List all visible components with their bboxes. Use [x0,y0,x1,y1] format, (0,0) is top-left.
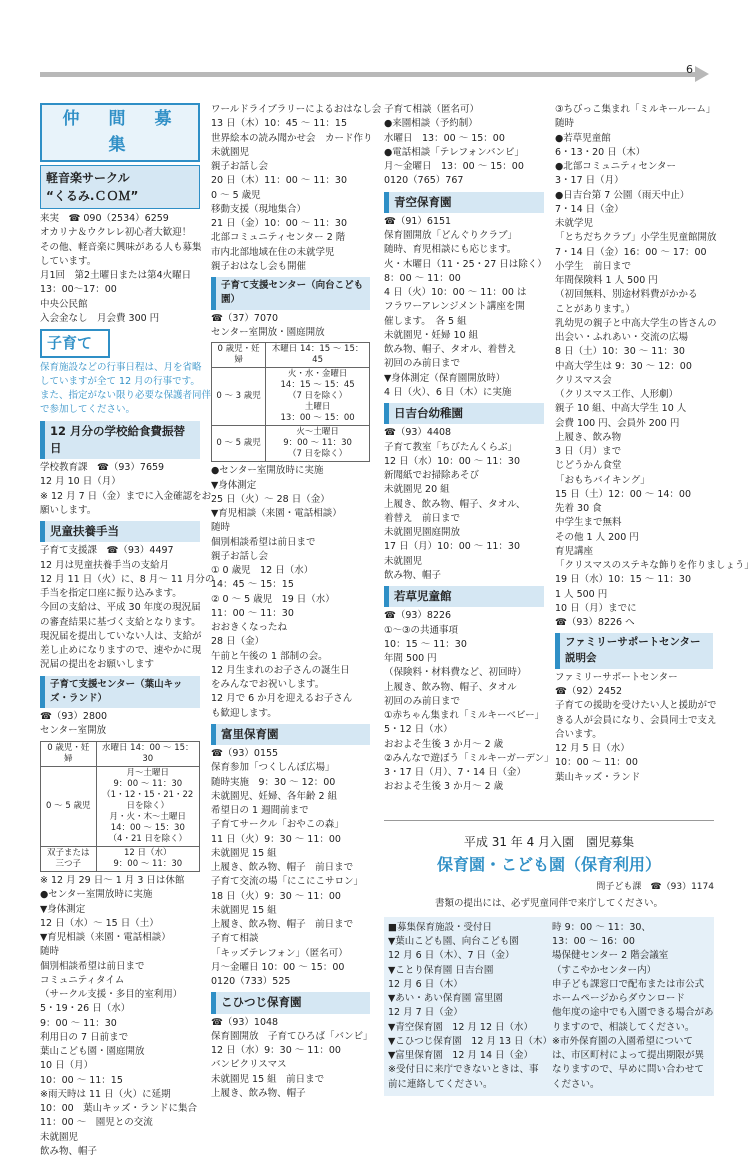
text-line: おおきくなったね [211,622,288,634]
text-line: 飲み物、帽子 [384,569,442,581]
text-line: 0120（733）525 [211,976,291,988]
text-line: 入会金なし 月会費 300 円 [40,312,160,324]
text-line: 子育て相談（匿名可） [384,104,480,115]
text-line: 上履き、飲み物、帽子、タオル、 [384,498,526,510]
text-line: ▼身体測定 [211,479,257,491]
text-line: ▼富里保育園 12 月 14 日（金） [388,1050,534,1061]
text-line: 小学生 前日まで [555,260,632,272]
text-line: 7・14 日（金）16：00 ～ 17：00 [555,246,707,258]
enrollment-section [384,833,714,1163]
text-line: は、市区町村によって提出期限が異 [552,1050,705,1061]
text-line: 未就園児 [40,1131,79,1143]
text-line: 出会い・ふれあい・交流の広場 [555,332,689,343]
text-line: 移動支援（現地集合） [211,203,307,215]
tomi-lines [211,747,370,989]
text-line: 随時 [40,946,60,958]
text-line: 学校教育課 ☎（93）7659 [40,462,165,473]
text-line: 8：00 ～ 11：00 [384,272,461,284]
text-line: 上履き、飲み物、帽子、タオル [384,681,517,693]
text-line: 11：00 ～ 11：30 [211,607,294,619]
text-line: 場保健センター 2 階会議室 [552,950,669,962]
column-3 [384,103,554,823]
text-line: 葉山キッズ・ランド [555,771,641,783]
text-line: センター室開放・園庭開放 [211,326,325,338]
text-line: （保険料・材料費など、初回時） [384,667,527,679]
text-line: 合います。 [555,728,602,740]
text-line: 9：00 ～ 11：30 [40,1017,117,1029]
text-line: 19 日（水）10：15 ～ 11：30 [555,574,692,586]
column-4 [555,103,754,823]
text-line: 飲み物、帽子、タオル、着替え [384,344,517,355]
text-line: 現況届を提出していない人は、支給が [40,630,202,642]
text-line: 保育園開放「どんぐりクラブ」 [384,230,518,241]
text-line: 市内北部地域在住の未就学児 [211,246,335,258]
wakakusa-lines [384,609,554,794]
text-line: オカリナ＆ウクレレ初心者大歓迎！ [40,227,192,239]
text-line: 13 日（木）10：45 ～ 11：15 [211,118,348,130]
text-line: 先着 30 食 [555,503,602,514]
text-line: ☎（92）2452 [555,686,623,697]
text-line: 願いします。 [40,504,97,516]
text-line: 未就園児 15 組 [211,847,277,859]
text-line: 5・12 日（水） [384,724,453,736]
jido-lines [40,544,215,672]
text-line: 8 日（土）10：30 ～ 11：30 [555,346,685,358]
text-line: ●日吉台第 7 公園（雨天中止） [555,189,690,201]
circle-title: 軽音楽サークル “くるみ.ＣＯＭ” [40,165,200,209]
enrollment-details [384,917,714,1096]
column-1 [40,103,215,1163]
text-line: バンビクリスマス [211,1059,287,1071]
text-line: 子育て交流の場「にこにこサロン」 [211,876,364,888]
text-line: 今回の支給は、平成 30 年度の現況届 [40,602,201,614]
text-line: ことがあります。） [555,303,635,315]
text-line: 3 日（月）まで [555,446,622,457]
table-cell: 0 ～ 5 歳児 [212,426,266,462]
text-line: ください。 [552,1078,600,1090]
text-line: 保育施設などの行事日程は、月を省略 [40,361,202,373]
text-line: ●センター室開放時に実施 [211,465,324,477]
text-line: 未就園児、妊婦、各年齢 2 組 [211,790,338,802]
text-line: 初回のみ前日まで [384,358,461,370]
text-line: 況届の提出をお願いします [40,659,155,671]
library-lines [211,103,382,274]
text-line: 中学生まで無料 [555,517,622,529]
text-line: ② 0 ～ 5 歳児 19 日（水） [211,593,335,605]
text-line: 子育ての援助を受けたい人と援助がで [555,700,717,712]
text-line: （初回無料、別途材料費がかかる [555,289,698,301]
text-line: 火・木曜日（11・25・27 日は除く） [384,258,547,270]
text-line: ●若草児童館 [555,132,611,144]
text-line: 月～金曜日 13：00 ～ 15：00 [384,161,524,172]
text-line: 17 日（月）10：00 ～ 11：30 [384,541,521,553]
text-line: 乳幼児の親子と中高大学生の皆さんの [555,317,717,329]
text-line: 18 日（火）9：30 ～ 11：00 [211,890,341,902]
mukai-lines [211,312,370,341]
table-cell: 水曜日 14：00 ～ 15：30 [96,741,199,766]
text-line: 4 日（火）10：00 ～ 11：00 は [384,287,527,298]
text-line: 親子 10 組、中高大学生 10 人 [555,403,687,415]
text-line: 7・14 日（金） [555,203,624,215]
text-line: 12 月で 6 か月を迎えるお子さん [211,693,353,705]
text-line: ②みんなで遊ぼう「ミルキーガーデン」 [384,752,554,764]
table-cell: 0 ～ 3 歳児 [212,368,266,426]
text-line: 未就学児 [555,218,594,229]
text-line: 月～金曜日 10：00 ～ 15：00 [211,961,345,973]
text-line: 14：45 ～ 15：15 [211,579,294,591]
text-line: 10：15 ～ 11：30 [384,638,467,650]
text-line: 中高大学生は 9：30 ～ 12：00 [555,360,692,372]
text-line: ワールドライブラリーによるおはなし会 [211,104,382,115]
text-line: ●北部コミュニティセンター [555,161,676,172]
text-line: 飲み物、帽子 [40,1145,98,1157]
text-line: 3・17 日（月）、7・14 日（金） [384,767,527,778]
text-line: 葉山こども園・園庭開放 [40,1046,145,1058]
text-line: （すこやかセンター内） [552,964,657,976]
text-line: ※市外保育園の入園希望について [552,1035,693,1047]
text-line: ③ちびっこ集まれ「ミルキールーム」 [555,104,716,115]
text-line: 28 日（金） [211,636,265,648]
text-line: 育児講座 [555,545,594,557]
text-line: 上履き、飲み物、帽子 [211,1087,306,1099]
text-line: 随時 [555,118,575,130]
table-row [212,343,370,368]
text-line: フラワーアレンジメント講座を開 [384,301,525,313]
text-line: ▼育児相談（来園・電話相談） [211,508,342,520]
text-line: 親子お話し会 [211,161,269,172]
text-line: ▼葉山こども園、向台こども園 [388,936,519,947]
text-line: 利用日の 7 日前まで [40,1031,129,1043]
text-line: 申子ども課窓口で配布または市公式 [552,978,705,990]
kohitsuji-title: こひつじ保育園 [211,992,370,1013]
text-line: ☎（93）2800 [40,711,108,722]
text-line: 午前と午後の 1 部制の会。 [211,650,328,662]
text-line: 親子おはなし会も開催 [211,260,307,272]
bambi-lines [384,103,544,189]
jido-title: 児童扶養手当 [40,521,200,542]
text-line: コミュニティタイム [40,974,125,986]
text-line: 4 日（火）、6 日（木）に実施 [384,386,512,398]
text-line: 未就園児 15 組 前日まで [211,1073,325,1085]
text-line: ファミリーサポートセンター [555,671,678,683]
text-line: 月1回 第2土曜日または第4火曜日 [40,270,192,281]
text-line: 10：00 ～ 11：15 [40,1074,123,1086]
text-line: 保育園開放 子育てひろば「バンビ」 [211,1030,373,1042]
text-line: 6・13・20 日（木） [555,146,646,158]
text-line: 初回のみ前日まで [384,695,461,707]
text-line: 12 日（水）～ 15 日（土） [40,917,159,929]
kyushoku-lines [40,461,212,518]
hayama-lines [40,710,200,739]
text-line: 12 月 10 日（月） [40,476,121,488]
text-line: 12 月 5 日（水） [555,743,630,754]
text-line: の審査結果に基づく支給となります。 [40,616,201,628]
text-line: で参加してください。 [40,404,136,416]
text-line: 12 月 7 日（金） [388,1007,463,1019]
text-line: 15 日（土）12：00 ～ 14：00 [555,488,692,500]
text-line: 未就園児・妊婦 10 組 [384,329,479,341]
text-line: 随時 [211,522,231,534]
text-line: 「おもちバイキング」 [555,474,650,486]
text-line: 「とちだちクラブ」小学生児童館開放 [555,232,717,244]
table-cell: 双子または三つ子 [41,846,97,871]
text-line: ☎（91）6151 [384,215,452,227]
text-line: ▼こひつじ保育園 12 月 13 日（木） [388,1035,553,1047]
text-line: 21 日（金）10：00 ～ 11：30 [211,218,348,229]
text-line: 随時実施 9：30 ～ 12：00 [211,776,336,788]
text-line: 12 月 6 日（木）、7 日（金） [388,950,515,962]
text-line: ☎（93）0155 [211,748,279,760]
text-line: 中央公民館 [40,298,88,310]
text-line: 13：00～17：00 [40,284,117,296]
text-line: 差し止めになりますので、速やかに現 [40,645,202,656]
text-line: ① 0 歳児 12 日（水） [211,565,314,577]
text-line: その他 1 人 200 円 [555,531,639,543]
table-row [212,368,370,426]
hayama-title: 子育て支援センター（葉山キッズ・ランド） [40,676,200,709]
hiyoshidai-title: 日吉台幼稚園 [384,403,544,424]
text-line: クリスマス会 [555,374,612,386]
text-line: おおよそ生後 3 か月～ 2 歳 [384,781,504,793]
text-line: 「クリスマスのステキな飾りを作りましょう」 [555,560,754,571]
text-line: ▼身体測定（保育園開放時） [384,372,506,384]
text-line: 12 日（水）10：00 ～ 11：30 [384,455,521,467]
text-line: ①赤ちゃん集まれ「ミルキーベビー」 [384,710,545,721]
text-line: 他年度の途中でも入園できる場合があ [552,1007,714,1019]
text-line: 10：00 葉山キッズ・ランドに集合 [40,1103,197,1115]
header-arrow [40,72,695,77]
enrollment-note: 書類の提出には、必ず児童同伴で来庁してください。 [434,897,663,909]
text-line: 手当を指定口座に振り込みます。 [40,588,182,599]
text-line: 会費 100 円、会員外 200 円 [555,417,680,429]
kosodate-note [40,361,212,418]
text-line: ※ 12 月 7 日（金）までに入金確認をお [40,490,212,502]
table-cell: 火・水・金曜日 14：15 ～ 15：45 （7 日を除く） 土曜日 13：00 ～ 15：00 [266,368,370,426]
page-number: 6 [686,63,693,76]
circle-contact: 来実 ☎ 090（2534）6259 [40,213,169,224]
hiyoshidai-lines [384,426,544,583]
text-line: 11：00 ～ 園児との交流 [40,1117,153,1129]
text-line: ■募集保育施設・受付日 [388,921,492,933]
text-line: 未就園児 [211,146,250,158]
text-line: 20 日（木）11：00 ～ 11：30 [211,175,348,187]
text-line: 上履き、飲み物、帽子 前日まで [211,862,354,874]
text-line: りますので、相談してください。 [552,1021,695,1033]
text-line: 着替え 前日まで [384,512,461,524]
kyushoku-title: 12 月分の学校給食費振替日 [40,421,200,460]
column-2 [211,103,382,1163]
text-line: 10 日（月）までに [555,602,637,614]
table-cell: 0 歳児・妊婦 [41,741,97,766]
text-line: 時 9：00 ～ 11：30、 [552,921,651,933]
mukai-tail [211,464,370,721]
text-line: ☎（93）8226 [384,610,452,622]
kosodate-title: 子育て [40,329,110,358]
text-line: 13：00 ～ 16：00 [552,936,635,947]
text-line: 年間 500 円 [384,653,437,664]
table-row [41,766,200,846]
text-line: また、指定がない限り必要な保護者同伴 [40,390,212,401]
text-line: ●来園相談（予約制） [384,118,478,130]
text-line: 未就園児 20 組 [384,484,450,496]
section-divider [384,820,714,821]
text-line: 5・19・26 日（水） [40,1003,131,1015]
text-line: ●電話相談「テレフォンバンビ」 [384,146,524,158]
text-line: 3・17 日（月） [555,175,624,187]
text-line: （クリスマス工作、人形劇） [555,389,679,400]
circle-lines [40,226,200,326]
mukai-title: 子育て支援センター（向台こども園） [211,277,370,310]
text-line: をみんなでお祝いします。 [211,679,325,691]
text-line: ▼青空保育園 12 月 12 日（水） [388,1021,534,1033]
text-line: 未就園児 15 組 [211,904,277,916]
text-line: （サークル支援・多目的室利用） [40,989,183,1001]
text-line: 年間保険料 1 人 500 円 [555,275,658,286]
text-line: 1 人 500 円 [555,588,608,600]
text-line: じどうかん食堂 [555,460,622,472]
text-line: 12 月生まれのお子さんの誕生日 [211,664,350,676]
aozora-lines [384,215,547,400]
text-line: ☎（37）7070 [211,312,279,324]
text-line: も歓迎します。 [211,707,277,719]
table-cell: 月～土曜日 9：00 ～ 11：30 （1・12・15・21・22 日を除く） 月・火・木～土曜日 14：00 ～ 15：30 （4・21 日を除く） [96,766,199,846]
table-cell: 0 歳児・妊婦 [212,343,266,368]
hayama-tail [40,874,200,1159]
family-lines [555,671,717,785]
text-line: なりますので、早めに問い合わせて [552,1064,704,1076]
text-line: 個別相談希望は前日まで [40,960,145,972]
text-line: 11 日（火）9：30 ～ 11：00 [211,833,341,845]
table-cell: 火～土曜日 9：00 ～ 11：30 （7 日を除く） [266,426,370,462]
text-line: 保育参加「つくしんぼ広場」 [211,762,335,774]
text-line: ▼身体測定 [40,903,86,915]
text-line: センター室開放 [40,725,107,737]
text-line: 新聞紙でお掃除あそび [384,470,480,481]
table-row [41,741,200,766]
table-cell: 木曜日 14：15 ～ 15：45 [266,343,370,368]
aozora-title: 青空保育園 [384,192,544,213]
text-line: ☎（93）1048 [211,1016,279,1028]
text-line: 催します。 各 5 組 [384,315,467,327]
text-line: ※受付日に来庁できないときは、事 [388,1064,539,1076]
text-line: ☎（93）8226 へ [555,617,635,628]
text-line: 子育て教室「ちびたんくらぶ」 [384,441,518,453]
enrollment-schedule [388,921,552,1092]
tomi-title: 富里保育園 [211,724,370,745]
jidokan-lines [555,103,754,630]
table-row [212,426,370,462]
text-line: 12 日（水）9：30 ～ 11：00 [211,1045,341,1057]
text-line: おおよそ生後 3 か月～ 2 歳 [384,738,504,750]
family-title: ファミリーサポートセンター 説明会 [555,633,713,669]
text-line: 0120（765）767 [384,175,464,187]
enrollment-contact: 問子ども課 ☎（93）1174 [596,882,714,892]
text-line: 未就園児園庭開放 [384,527,461,538]
text-line: ▼あい・あい保育園 富里園 [388,993,503,1004]
text-line: ※ 12 月 29 日～ 1 月 3 日は休館 [40,875,185,887]
text-line: ▼ことり保育園 日吉台園 [388,964,494,976]
text-line: 「キッズテレフォン」（匿名可） [211,947,348,959]
mukai-table [211,342,370,462]
table-cell: 12 日（水） 9：00 ～ 11：30 [96,846,199,871]
text-line: 12 月 11 日（火）に、8 月～ 11 月分の [40,573,215,585]
text-line: 個別相談希望は前日まで [211,536,316,548]
text-line: 前に連絡してください。 [388,1078,493,1090]
text-line: 親子お話し会 [211,550,269,562]
text-line: 12 月 6 日（木） [388,978,463,990]
enrollment-title: 平成 31 年 4 月入園 園児募集 [463,835,635,849]
nakama-title: 仲 間 募 集 [40,103,200,162]
text-line: 北部コミュニティセンター 2 階 [211,232,346,244]
hayama-table [40,741,200,873]
kohitsuji-lines [211,1016,373,1102]
text-line: 12 月は児童扶養手当の支給月 [40,559,170,571]
text-line: 子育てサークル「おやこの森」 [211,819,344,831]
text-line: 0 ～ 5 歳児 [211,189,261,201]
text-line: 希望日の 1 週間前まで [211,805,309,817]
text-line: 随時、育児相談にも応じます。 [384,244,517,256]
enrollment-info [552,921,712,1092]
text-line: 世界絵本の読み聞かせ会 カード作り [211,132,373,144]
text-line: しています。 [40,255,97,267]
table-row [41,846,200,871]
text-line: 25 日（火）～ 28 日（金） [211,493,330,505]
text-line: 水曜日 13：00 ～ 15：00 [384,132,505,144]
text-line: ※雨天時は 11 日（火）に延期 [40,1088,171,1100]
text-line: ホームページからダウンロード [552,993,685,1004]
text-line: 未就園児 [384,555,423,567]
text-line: ☎（93）4408 [384,427,452,439]
text-line: 上履き、飲み物、帽子 前日まで [211,919,354,931]
text-line: していますが全て 12 月の行事です。 [40,375,200,387]
text-line: 10：00 ～ 11：00 [555,757,638,769]
text-line: ●センター室開放時に実施 [40,889,153,901]
text-line: ▼育児相談（来園・電話相談） [40,932,171,944]
text-line: 10 日（月） [40,1060,94,1072]
table-cell: 0 ～ 5 歳児 [41,766,97,846]
wakakusa-title: 若草児童館 [384,586,544,607]
text-line: ①～③の共通事項 [384,624,459,636]
text-line: その他、軽音楽に興味がある人も募集 [40,241,202,253]
text-line: 子育て支援課 ☎（93）4497 [40,545,174,557]
enrollment-main-title: 保育園・こども園（保育利用） [436,855,661,874]
text-line: 上履き、飲み物 [555,431,622,443]
text-line: きる人が会員になり、会員同士で支え [555,714,717,726]
text-line: 子育て相談 [211,933,259,945]
